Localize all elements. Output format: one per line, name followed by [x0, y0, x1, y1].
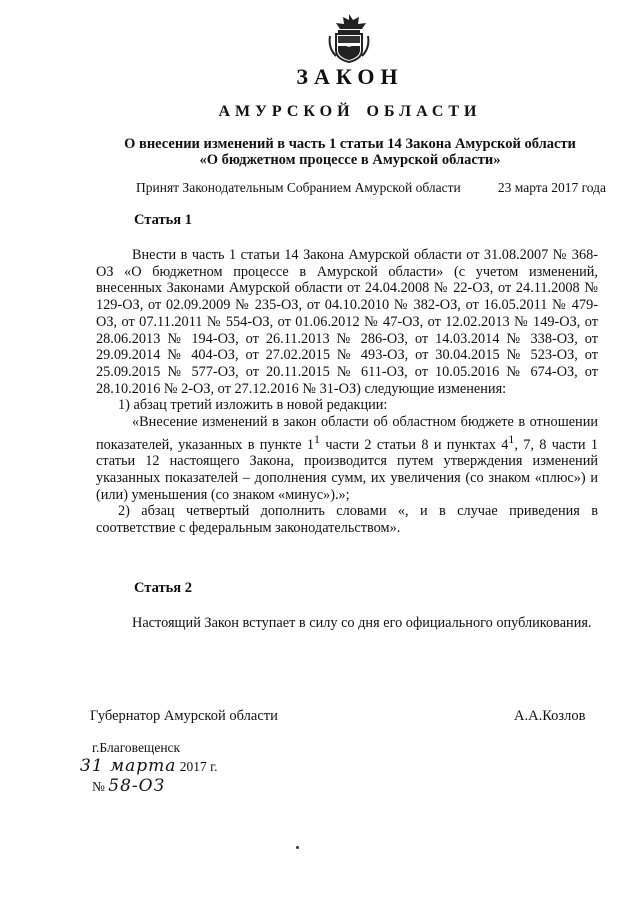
governor-title: Губернатор Амурской области: [90, 708, 278, 724]
adoption-line: [136, 180, 606, 196]
subject-line-2: «О бюджетном процессе в Амурской области»: [199, 152, 501, 168]
article-1-item-1: 1) абзац третий изложить в новой редакции:: [118, 397, 388, 414]
signing-place: г.Благовещенск: [92, 740, 181, 755]
document-title: ЗАКОН: [296, 64, 404, 89]
coat-of-arms-icon: [326, 12, 372, 64]
handwritten-number: 58-ОЗ: [108, 776, 166, 796]
superscript-2: 1: [508, 431, 515, 446]
scan-speck: [296, 846, 299, 849]
number-prefix: №: [92, 779, 105, 794]
adopted-by: Принят Законодательным Собранием Амурской области: [136, 180, 461, 195]
article-1-heading: Статья 1: [134, 212, 192, 228]
adopted-date: 23 марта 2017 года: [497, 180, 606, 195]
article-2-heading: Статья 2: [134, 580, 192, 596]
governor-name: А.А.Козлов: [514, 708, 586, 724]
quote-part-c: , 7, 8 части 1 статьи 12 настоящего Закона, производится путем утверждения изменений указанных показателей – дополнения сумм, их увеличения (со знаком «плюс») и (или) уменьшения (со знаком «минус»).»;: [96, 436, 598, 503]
signing-date: [80, 756, 218, 776]
region-word-1: АМУРСКОЙ: [218, 103, 355, 120]
quote-part-b: части 2 статьи 8 и пунктах 4: [320, 436, 509, 453]
quote-part-a: «Внесение изменений в закон области об областном бюджете в отношении показателей, указанных в пункте 1: [96, 414, 598, 453]
superscript-1: 1: [314, 431, 320, 446]
law-subject: [80, 136, 620, 168]
article-1-quote: [96, 414, 598, 503]
law-number: [92, 776, 165, 796]
document-region: [0, 103, 640, 121]
article-1-intro: Внести в часть 1 статьи 14 Закона Амурской области от 31.08.2007 № 368-ОЗ «О бюджетном процессе в Амурской области» (с учетом изменений, внесенных Законами Амурской области от 24.04.2008 № 22-ОЗ, от 24.11.2008 № 129-ОЗ, от 02.09.2009 № 235-ОЗ, от 04.10.2010 № 382-ОЗ, от 16.05.2011 № 479-ОЗ, от 07.11.2011 № 554-ОЗ, от 01.06.2012 № 47-ОЗ, от 12.02.2013 № 149-ОЗ, от 28.06.2013 № 194-ОЗ, от 26.11.2013 № 286-ОЗ, от 14.03.2014 № 338-ОЗ, от 29.09.2014 № 404-ОЗ, от 27.02.2015 № 493-ОЗ, от 30.04.2015 № 523-ОЗ, от 25.09.2015 № 577-ОЗ, от 20.11.2015 № 611-ОЗ, от 10.05.2016 № 674-ОЗ, от 28.10.2016 № 2-ОЗ, от 27.12.2016 № 31-ОЗ) следующие изменения:: [96, 247, 598, 397]
subject-line-1: О внесении изменений в часть 1 статьи 14 Закона Амурской области: [124, 136, 576, 152]
article-1-item-2: 2) абзац четвертый дополнить словами «, и в случае приведения в соответствие с федеральным законодательством».: [96, 503, 598, 537]
article-1-body: [96, 247, 598, 537]
region-word-2: ОБЛАСТИ: [366, 103, 482, 120]
article-2-body: [96, 615, 598, 632]
article-2-text: Настоящий Закон вступает в силу со дня его официального опубликования.: [132, 615, 592, 631]
handwritten-date: 31 марта: [80, 756, 177, 776]
signing-year: 2017 г.: [179, 759, 218, 774]
